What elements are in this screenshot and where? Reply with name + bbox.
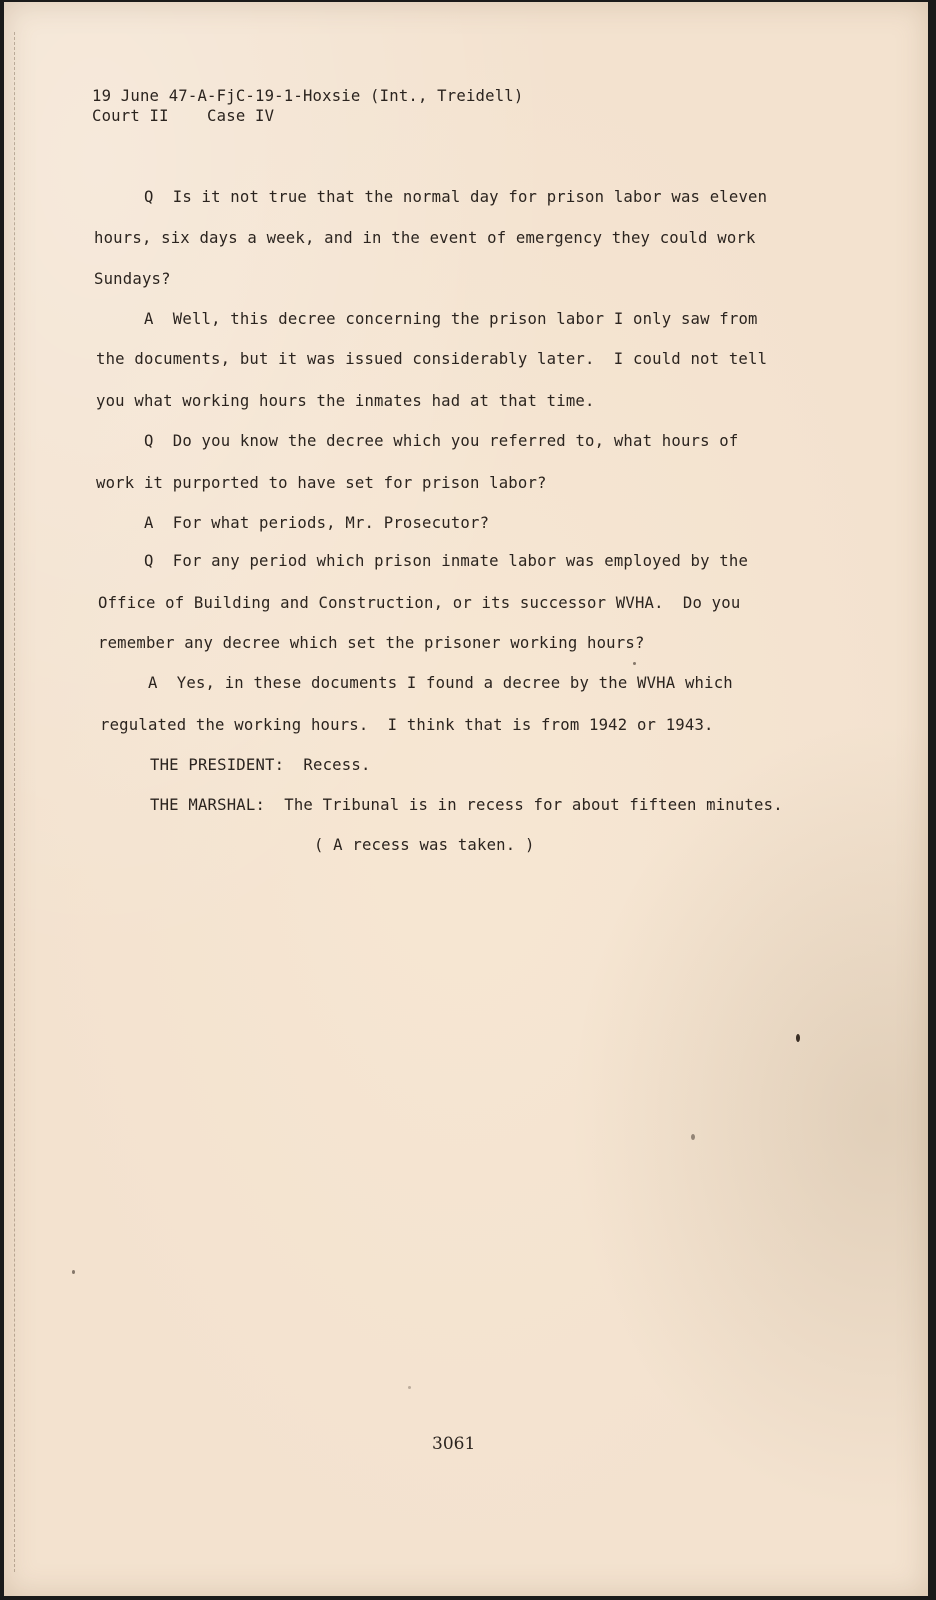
transcript-line: Sundays? — [94, 270, 171, 288]
transcript-line: A Yes, in these documents I found a decree by the WVHA which — [148, 674, 733, 692]
transcript-line: remember any decree which set the prisoner working hours? — [98, 634, 645, 652]
ink-speck — [796, 1034, 800, 1042]
transcript-line: hours, six days a week, and in the event of emergency they could work — [94, 229, 756, 247]
page-number: 3061 — [432, 1434, 476, 1454]
ink-speck — [72, 1270, 75, 1274]
transcript-line: THE MARSHAL: The Tribunal is in recess for about fifteen minutes. — [150, 796, 783, 814]
torn-edge — [14, 32, 19, 1572]
transcript-line: A Well, this decree concerning the prison labor I only saw from — [144, 310, 758, 328]
recess-note: ( A recess was taken. ) — [314, 836, 535, 854]
transcript-line: Q Is it not true that the normal day for prison labor was eleven — [144, 188, 768, 206]
transcript-line: Q For any period which prison inmate labor was employed by the — [144, 552, 749, 570]
document-page — [4, 2, 928, 1596]
transcript-line: regulated the working hours. I think that is from 1942 or 1943. — [100, 716, 714, 734]
transcript-line: the documents, but it was issued considerably later. I could not tell — [96, 350, 768, 368]
transcript-line: work it purported to have set for prison labor? — [96, 474, 547, 492]
header-court-line: Court II Case IV — [92, 107, 275, 125]
ink-speck — [633, 662, 636, 665]
header-session-line: 19 June 47-A-FjC-19-1-Hoxsie (Int., Treidell) — [92, 87, 524, 105]
transcript-line: Q Do you know the decree which you referred to, what hours of — [144, 432, 739, 450]
transcript-line: THE PRESIDENT: Recess. — [150, 756, 371, 774]
transcript-line: Office of Building and Construction, or its successor WVHA. Do you — [98, 594, 741, 612]
ink-speck — [691, 1134, 695, 1140]
transcript-line: A For what periods, Mr. Prosecutor? — [144, 514, 490, 532]
ink-speck — [408, 1386, 411, 1389]
transcript-line: you what working hours the inmates had at that time. — [96, 392, 595, 410]
